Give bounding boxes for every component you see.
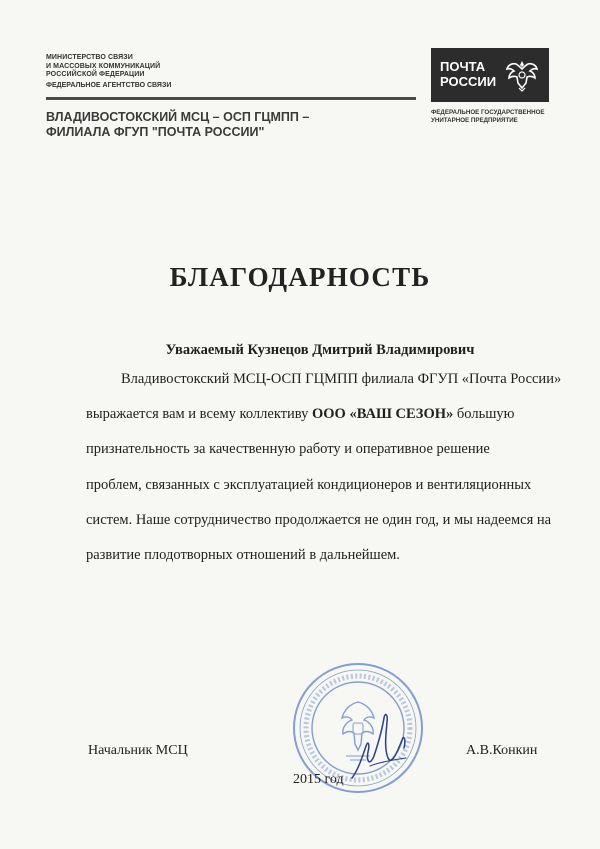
- signatory-name: А.В.Конкин: [466, 743, 538, 758]
- branch-name: [46, 110, 309, 139]
- signatory-position: Начальник МСЦ: [88, 743, 188, 758]
- header-divider: [46, 97, 416, 100]
- double-headed-eagle-icon: [502, 55, 542, 95]
- document-year: 2015 год: [293, 772, 344, 787]
- body-line-text: выражается вам и всему коллективу: [86, 406, 312, 423]
- handwritten-signature: [340, 700, 420, 790]
- pochta-rossii-logo: [431, 48, 549, 102]
- body-line: проблем, связанных с эксплуатацией кондиционеров и вентиляционных: [86, 476, 532, 493]
- logo-caption: [431, 109, 545, 124]
- logo-caption-line: ФЕДЕРАЛЬНОЕ ГОСУДАРСТВЕННОЕ: [431, 109, 545, 116]
- ministry-line: И МАССОВЫХ КОММУНИКАЦИЙ: [46, 62, 161, 70]
- agency-name: ФЕДЕРАЛЬНОЕ АГЕНТСТВО СВЯЗИ: [46, 82, 172, 89]
- logo-text-line: РОССИИ: [440, 74, 497, 89]
- letter-body: [86, 362, 562, 573]
- branch-line: ВЛАДИВОСТОКСКИЙ МСЦ – ОСП ГЦМПП –: [46, 110, 310, 124]
- body-line-tail: большую: [453, 406, 515, 423]
- document-title: БЛАГОДАРНОСТЬ: [169, 262, 431, 292]
- ministry-line: МИНИСТЕРСТВО СВЯЗИ: [46, 54, 133, 61]
- body-line: признательность за качественную работу и оперативное решение: [86, 441, 490, 458]
- company-name: ООО «ВАШ СЕЗОН»: [312, 406, 454, 423]
- greeting: Уважаемый Кузнецов Дмитрий Владимирович: [165, 342, 475, 358]
- logo-text: [440, 59, 496, 89]
- body-line: Владивостокский МСЦ-ОСП ГЦМПП филиала ФГУП «Почта России»: [121, 371, 562, 387]
- ministry-line: РОССИЙСКОЙ ФЕДЕРАЦИИ: [46, 71, 145, 79]
- body-line: развитие плодотворных отношений в дальнейшем.: [86, 547, 400, 564]
- body-line: [86, 397, 528, 432]
- logo-caption-line: УНИТАРНОЕ ПРЕДПРИЯТИЕ: [431, 116, 518, 124]
- logo-text-line: ПОЧТА: [440, 59, 486, 74]
- body-line: систем. Наше сотрудничество продолжается не один год, и мы надеемся на: [86, 511, 552, 528]
- branch-line: ФИЛИАЛА ФГУП "ПОЧТА РОССИИ": [46, 124, 265, 139]
- ministry-name: [46, 54, 160, 80]
